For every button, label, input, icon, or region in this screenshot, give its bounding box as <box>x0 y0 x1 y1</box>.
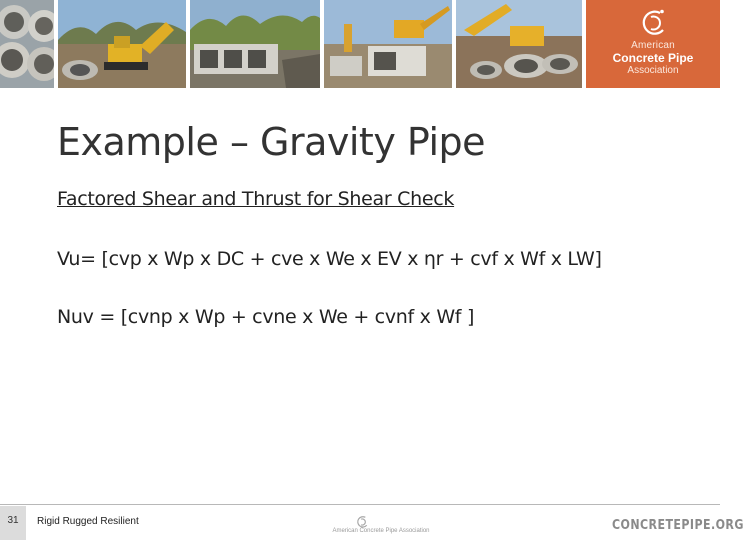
footer-tagline: Rigid Rugged Resilient <box>37 516 139 527</box>
footer-divider <box>0 504 720 505</box>
excavator-pipe-install-photo <box>58 0 186 88</box>
header-photo-strip <box>0 0 720 88</box>
equation-nuv: Nuv = [cvnp x Wp + cvne x We + cvnf x Wf ] <box>57 306 475 328</box>
acpa-ring-logo-icon <box>642 8 668 38</box>
slide-title: Example – Gravity Pipe <box>57 120 486 164</box>
excavator-pipe-trench-photo <box>456 0 582 88</box>
footer-ring-logo-icon <box>356 515 370 529</box>
crane-box-culvert-photo <box>324 0 452 88</box>
box-culvert-row-photo <box>190 0 320 88</box>
stacked-pipes-photo <box>0 0 54 88</box>
equation-vu: Vu= [cvp x Wp x DC + cve x We x EV x ηr + cvf x Wf x LW] <box>57 248 602 270</box>
footer-logo-text: American Concrete Pipe Association <box>332 528 430 534</box>
logo-text-association: Association <box>627 65 679 76</box>
logo-text-concrete-pipe: Concrete Pipe <box>612 51 694 65</box>
logo-text-american: American <box>631 40 675 51</box>
website-link[interactable]: CONCRETEPIPE.ORG <box>612 518 744 533</box>
slide-subtitle: Factored Shear and Thrust for Shear Check <box>57 188 455 210</box>
page-number: 31 <box>0 506 26 540</box>
